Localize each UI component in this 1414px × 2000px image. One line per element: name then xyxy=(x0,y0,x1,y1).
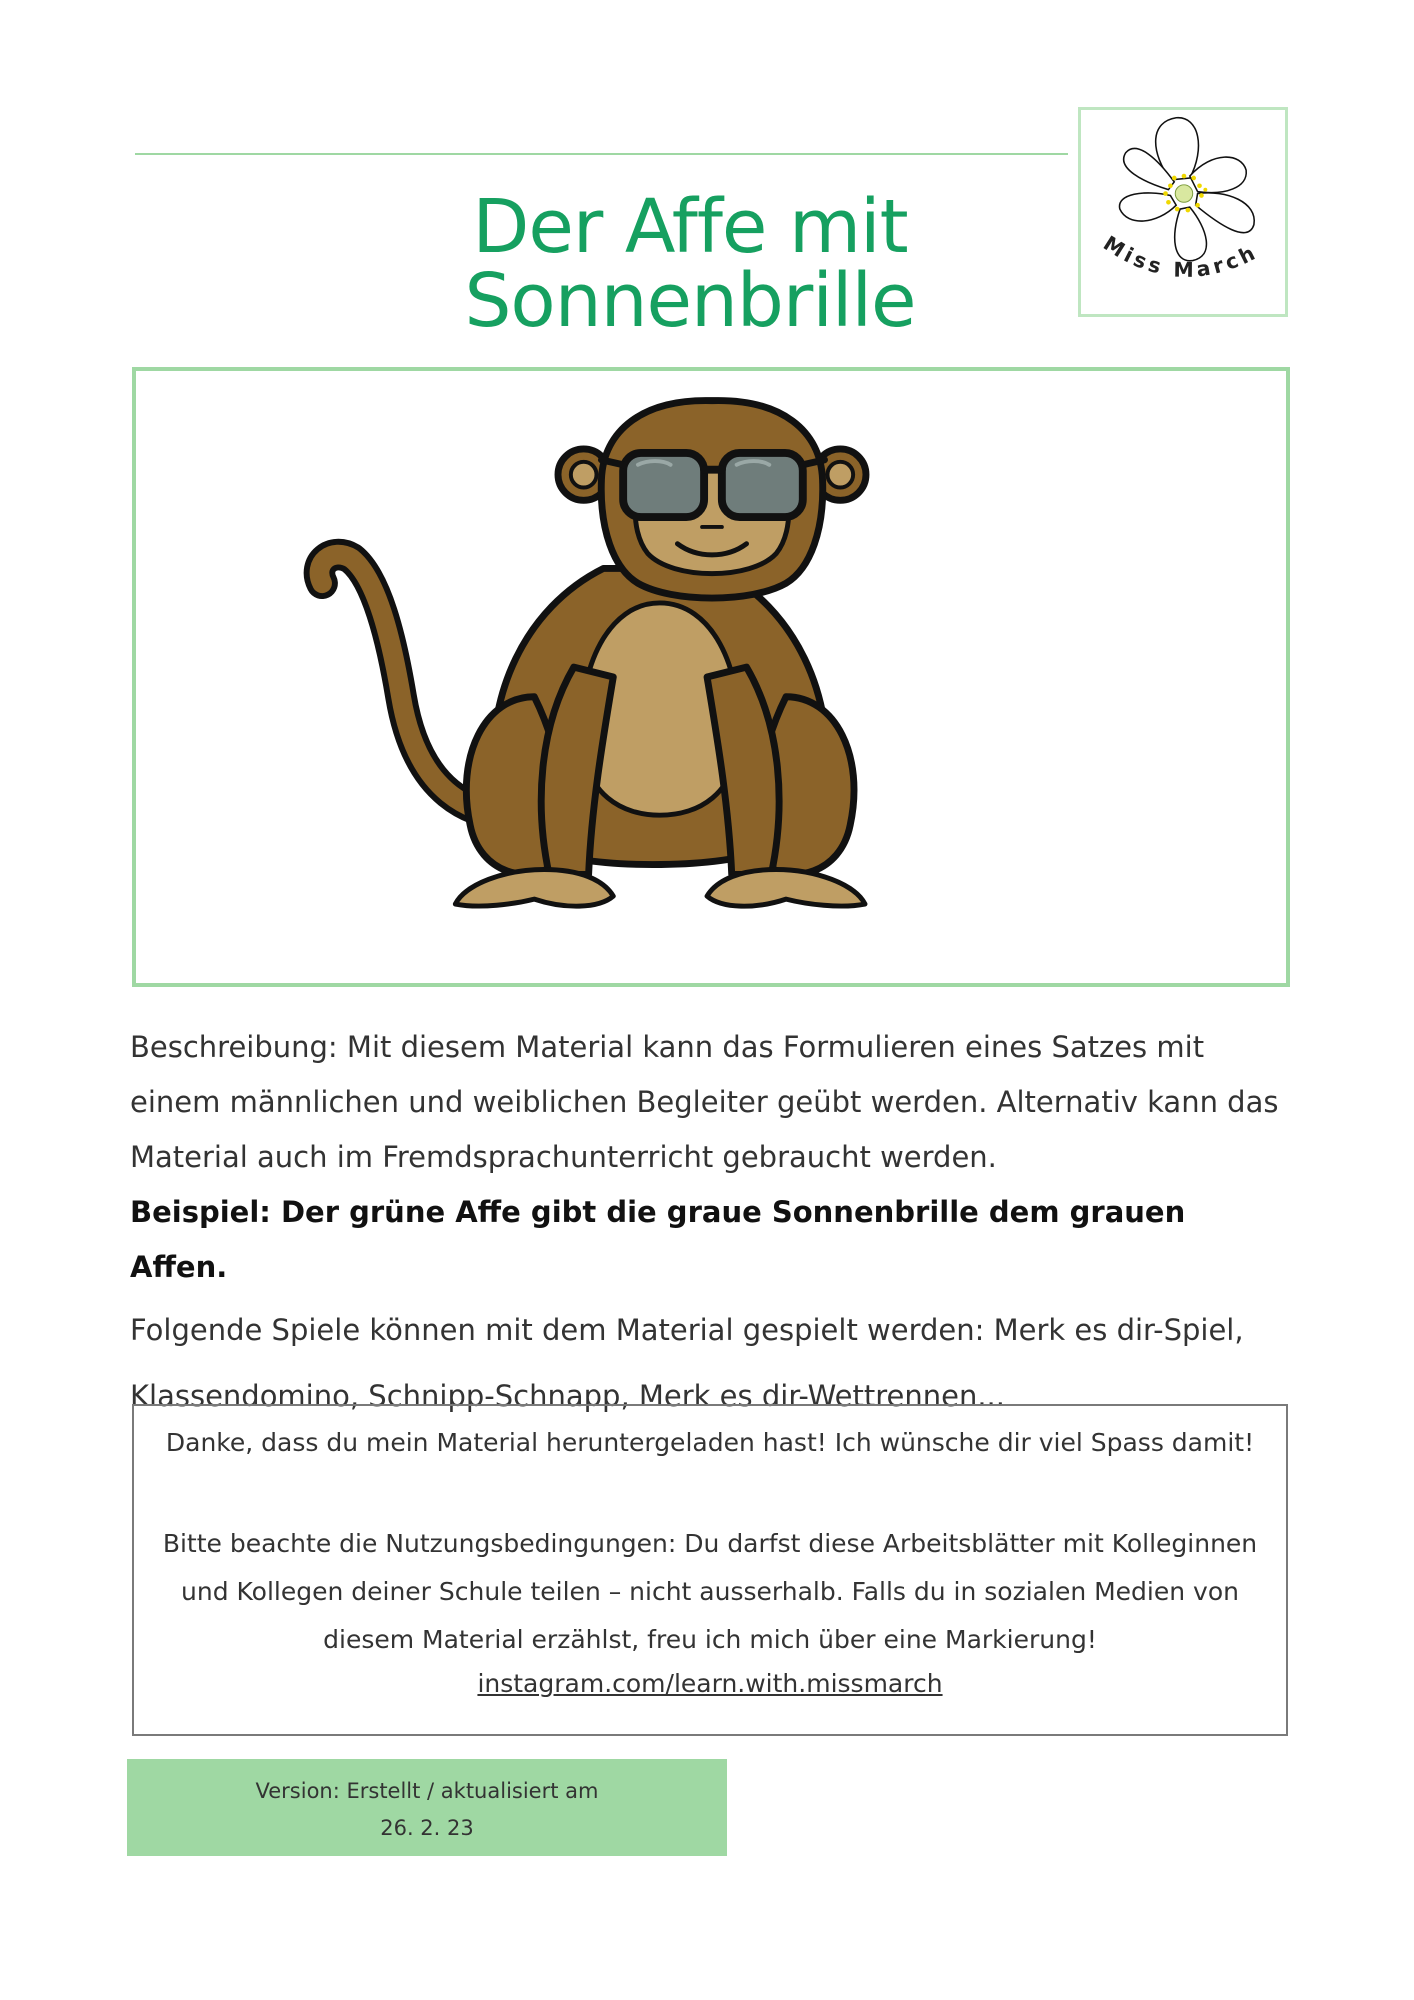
description-intro: Beschreibung: Mit diesem Material kann das Formulieren eines Satzes mit einem männlichen und weiblichen Begleiter geübt werden. Alternativ kann das Material auch im Fremdsprachunterricht gebraucht werden. xyxy=(130,1030,1279,1174)
instagram-link[interactable]: instagram.com/learn.with.missmarch xyxy=(477,1669,943,1698)
monkey-with-sunglasses-icon xyxy=(136,371,1286,983)
terms-text: Bitte beachte die Nutzungsbedingungen: Du darfst diese Arbeitsblätter mit Kolleginnen und Kollegen deiner Schule teilen – nicht ausserhalb. Falls du in sozialen Medien von diesem Material erzählst, freu ich mich über eine Markierung! xyxy=(162,1529,1258,1654)
version-label: Version: Erstellt / aktualisiert am xyxy=(255,1779,599,1803)
anemone-flower-icon xyxy=(1081,110,1285,314)
terms-notice xyxy=(132,1404,1288,1736)
page-title: Der Affe mit Sonnenbrille xyxy=(464,184,916,344)
thanks-text: Danke, dass du mein Material heruntergeladen hast! Ich wünsche dir viel Spass damit! xyxy=(165,1428,1255,1457)
header-divider xyxy=(135,153,1068,155)
illustration-frame xyxy=(132,367,1290,987)
version-box xyxy=(127,1759,727,1856)
description xyxy=(130,1020,1290,1429)
logo-text: Miss March xyxy=(1099,231,1263,282)
example-sentence: Beispiel: Der grüne Affe gibt die graue Sonnenbrille dem grauen Affen. xyxy=(130,1195,1186,1284)
logo xyxy=(1078,107,1288,317)
version-date: 26. 2. 23 xyxy=(380,1816,474,1840)
games-list: Folgende Spiele können mit dem Material gespielt werden: Merk es dir-Spiel, Klassendomino, Schnipp-Schnapp, Merk es dir-Wettrennen... xyxy=(130,1313,1244,1413)
